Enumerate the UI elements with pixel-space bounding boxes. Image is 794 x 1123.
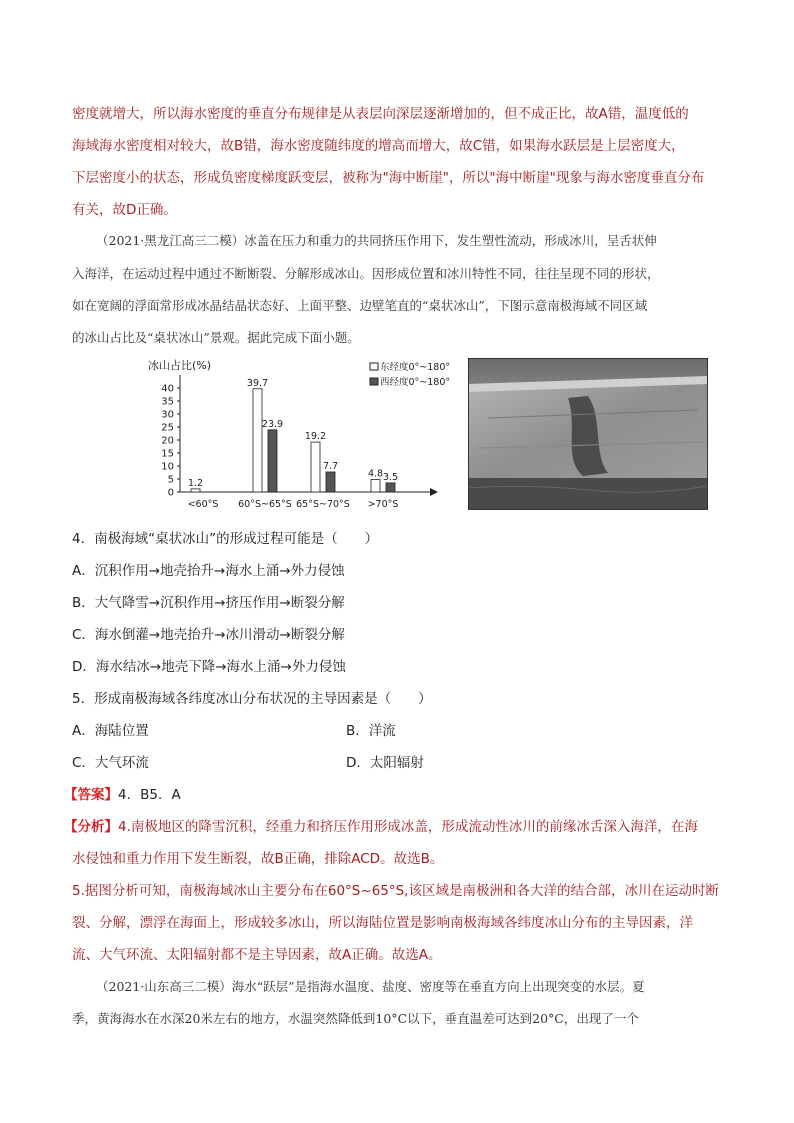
answer-line xyxy=(64,783,181,803)
bar-east xyxy=(253,389,262,492)
q4-option-a: A．沉积作用→地壳抬升→海水上涌→外力侵蚀 xyxy=(72,563,345,579)
answer-text: 4．B5．A xyxy=(118,787,181,803)
bar-value-label: 3.5 xyxy=(382,471,399,483)
y-tick-label: 0 xyxy=(167,487,174,499)
y-tick-label: 5 xyxy=(167,474,174,486)
q5-stem: 5．形成南极海域各纬度冰山分布状况的主导因素是（ ） xyxy=(72,691,432,707)
q4-option-c: C．海水倒灌→地壳抬升→冰川滑动→断裂分解 xyxy=(72,627,345,643)
x-axis-arrow xyxy=(430,488,438,496)
bar-value-label: 19.2 xyxy=(304,431,327,443)
bar-value-label: 7.7 xyxy=(322,460,339,472)
q4-stem: 4．南极海域“桌状冰山”的形成过程可能是（ ） xyxy=(72,531,379,547)
y-tick-label: 10 xyxy=(161,461,174,473)
legend-swatch-west xyxy=(370,378,378,385)
legend-swatch-east xyxy=(370,363,378,370)
y-tick-label: 40 xyxy=(161,383,174,395)
q4-option-d: D．海水结冰→地壳下降→海水上涌→外力侵蚀 xyxy=(72,659,346,675)
category-label: <60°S xyxy=(187,499,219,510)
bar-east xyxy=(311,442,320,492)
bar-value-label: 39.7 xyxy=(246,377,269,389)
analysis-line: 裂、分解，漂浮在海面上，形成较多冰山，所以海陆位置是影响南极海域各纬度冰山分布的主导因素，洋 xyxy=(72,915,693,931)
tabular-iceberg-photo xyxy=(468,358,708,510)
category-label: 65°S~70°S xyxy=(296,499,350,510)
iceberg-bar-chart xyxy=(140,355,451,515)
analysis-line: 水侵蚀和重力作用下发生断裂，故B正确，排除ACD。故选B。 xyxy=(72,851,444,867)
bar-value-label: 4.8 xyxy=(367,468,384,480)
y-tick-label: 30 xyxy=(161,409,174,421)
analysis-line xyxy=(64,815,698,835)
prev-analysis-line: 密度就增大，所以海水密度的垂直分布规律是从表层向深层逐渐增加的，但不成正比，故A错，温度低的 xyxy=(72,106,689,122)
analysis-line: 流、大气环流、太阳辐射都不是主导因素，故A正确。故选A。 xyxy=(72,947,442,963)
y-tick-label: 25 xyxy=(161,422,174,434)
intro-line: 的冰山占比及“桌状冰山”景观。据此完成下面小题。 xyxy=(72,330,360,345)
bar-west xyxy=(268,430,277,492)
analysis-text: 4.南极地区的降雪沉积，经重力和挤压作用形成冰盖，形成流动性冰川的前缘冰舌深入海洋，在海 xyxy=(118,819,698,835)
intro-line: 入海洋，在运动过程中通过不断断裂、分解形成冰山。因形成位置和冰川特性不同，往往呈现不同的形状， xyxy=(72,266,660,281)
next-intro-line: 季，黄海海水在水深20米左右的地方，水温突然降低到10°C以下，垂直温差可达到20°C，出现了一个 xyxy=(72,1011,639,1026)
y-tick-label: 20 xyxy=(161,435,174,447)
bar-west xyxy=(386,483,395,492)
bar-value-label: 23.9 xyxy=(261,418,284,430)
prev-analysis-line: 海域海水密度相对较大，故B错，海水密度随纬度的增高而增大，故C错，如果海水跃层是上层密度大， xyxy=(72,138,685,154)
q5-option-d: D．太阳辐射 xyxy=(346,755,424,771)
q5-option-c: C．大气环流 xyxy=(72,755,149,771)
analysis-tag: 【分析】 xyxy=(64,819,118,835)
bar-east xyxy=(191,489,200,492)
bar-west xyxy=(326,472,335,492)
legend-label-east: 东经度0°~180° xyxy=(380,362,451,373)
next-intro-line: （2021·山东高三二模）海水“跃层”是指海水温度、盐度、密度等在垂直方向上出现突变的水层。夏 xyxy=(96,979,645,994)
answer-tag: 【答案】 xyxy=(64,787,118,803)
category-label: 60°S~65°S xyxy=(238,499,292,510)
legend-label-west: 西经度0°~180° xyxy=(380,377,451,388)
intro-line: 如在宽阔的浮面常形成冰晶结晶状态好、上面平整、边壁笔直的“桌状冰山”，下图示意南极海域不同区域 xyxy=(72,298,648,313)
bar-value-label: 1.2 xyxy=(187,477,204,489)
bar-east xyxy=(371,480,380,492)
analysis-line: 5.据图分析可知，南极海域冰山主要分布在60°S~65°S,该区域是南极洲和各大洋的结合部，冰川在运动时断 xyxy=(72,883,719,899)
q5-option-b: B．洋流 xyxy=(346,723,396,739)
q4-option-b: B．大气降雪→沉积作用→挤压作用→断裂分解 xyxy=(72,595,345,611)
category-label: >70°S xyxy=(367,499,399,510)
intro-line: （2021·黑龙江高三二模）冰盖在压力和重力的共同挤压作用下，发生塑性流动，形成冰川，呈舌状伸 xyxy=(96,233,657,248)
prev-analysis-line: 有关，故D正确。 xyxy=(72,202,177,218)
y-tick-label: 35 xyxy=(161,396,174,408)
y-tick-label: 15 xyxy=(161,448,174,460)
chart-ylabel: 冰山占比(%) xyxy=(148,359,212,372)
prev-analysis-line: 下层密度小的状态，形成负密度梯度跃变层，被称为"海中断崖"，所以"海中断崖"现象与海水密度垂直分布 xyxy=(72,170,705,186)
q5-option-a: A．海陆位置 xyxy=(72,723,149,739)
